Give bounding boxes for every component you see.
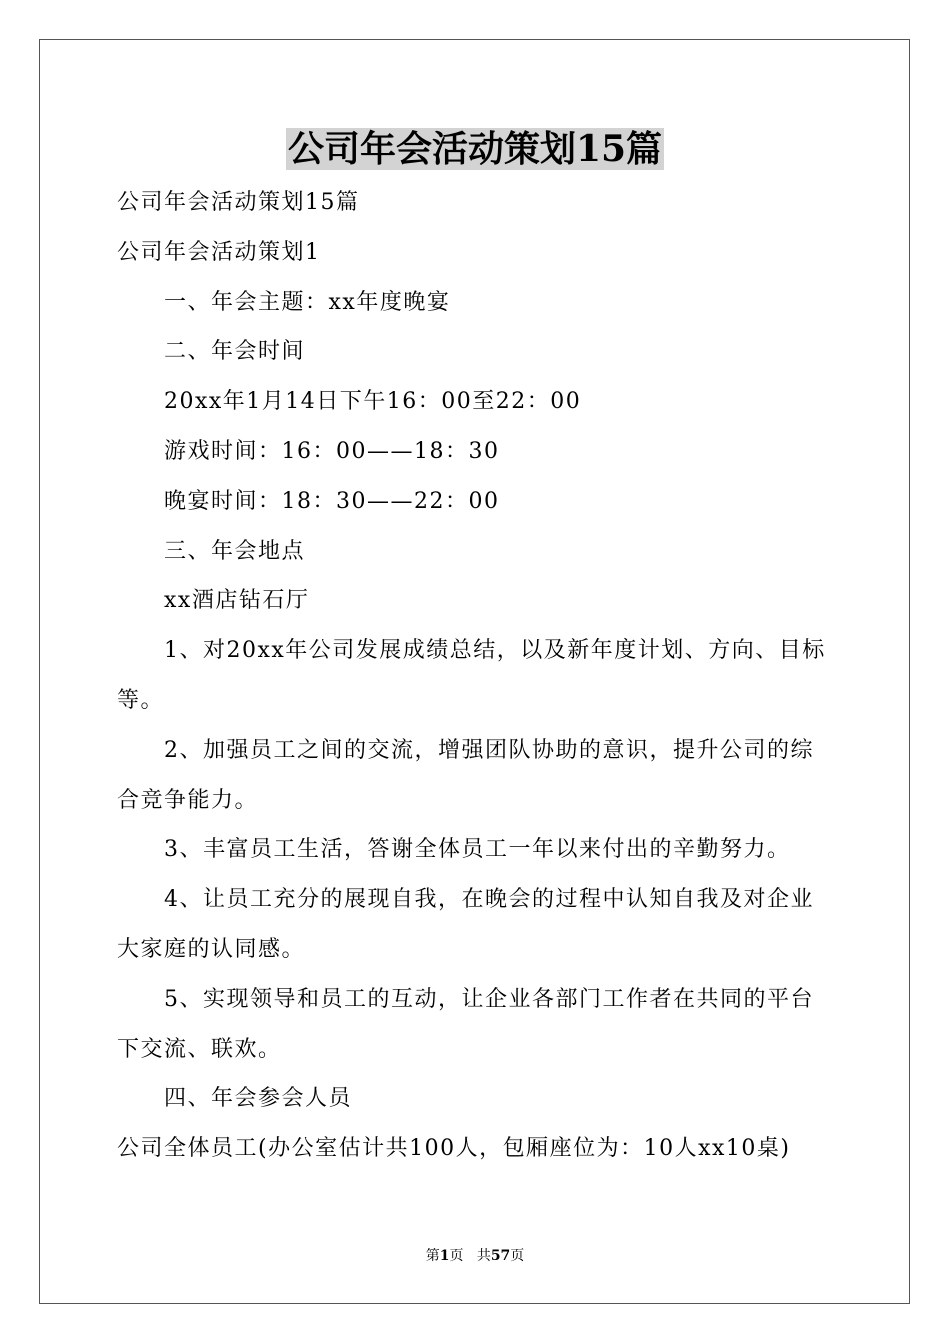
paragraph: 3、丰富员工生活，答谢全体员工一年以来付出的辛勤努力。 [164, 837, 791, 863]
document-title [0, 126, 950, 172]
footer-page-number: 1 [439, 1248, 450, 1264]
paragraph: 公司全体员工(办公室估计共100人，包厢座位为：10人xx10桌) [117, 1136, 791, 1162]
footer-total-suffix: 页 [510, 1248, 525, 1264]
paragraph: 20xx年1月14日下午16：00至22：00 [164, 389, 582, 415]
paragraph: 游戏时间：16：00——18：30 [164, 438, 500, 464]
page-footer [0, 1246, 950, 1266]
document-title-text: 公司年会活动策划15篇 [287, 128, 663, 170]
paragraph: 公司年会活动策划15篇 [117, 190, 360, 215]
footer-page-suffix: 页 [449, 1248, 464, 1264]
paragraph: 1、对20xx年公司发展成绩总结，以及新年度计划、方向、目标等。 [117, 638, 826, 713]
paragraph: 二、年会时间 [164, 339, 306, 365]
footer-page-prefix: 第 [425, 1248, 440, 1264]
paragraph: 四、年会参会人员 [164, 1086, 353, 1112]
document-body [117, 178, 837, 1174]
footer-total-prefix: 共 [476, 1248, 491, 1264]
paragraph: 三、年会地点 [164, 538, 306, 564]
paragraph: xx酒店钻石厅 [164, 588, 310, 614]
paragraph: 一、年会主题：xx年度晚宴 [164, 289, 451, 315]
footer-total-pages: 57 [490, 1248, 511, 1264]
paragraph: 公司年会活动策划1 [117, 239, 321, 265]
paragraph: 晚宴时间：18：30——22：00 [164, 488, 500, 514]
paragraph: 2、加强员工之间的交流，增强团队协助的意识，提升公司的综合竞争能力。 [117, 737, 814, 813]
paragraph: 4、让员工充分的展现自我，在晚会的过程中认知自我及对企业大家庭的认同感。 [117, 887, 814, 962]
paragraph: 5、实现领导和员工的互动，让企业各部门工作者在共同的平台下交流、联欢。 [117, 986, 814, 1062]
